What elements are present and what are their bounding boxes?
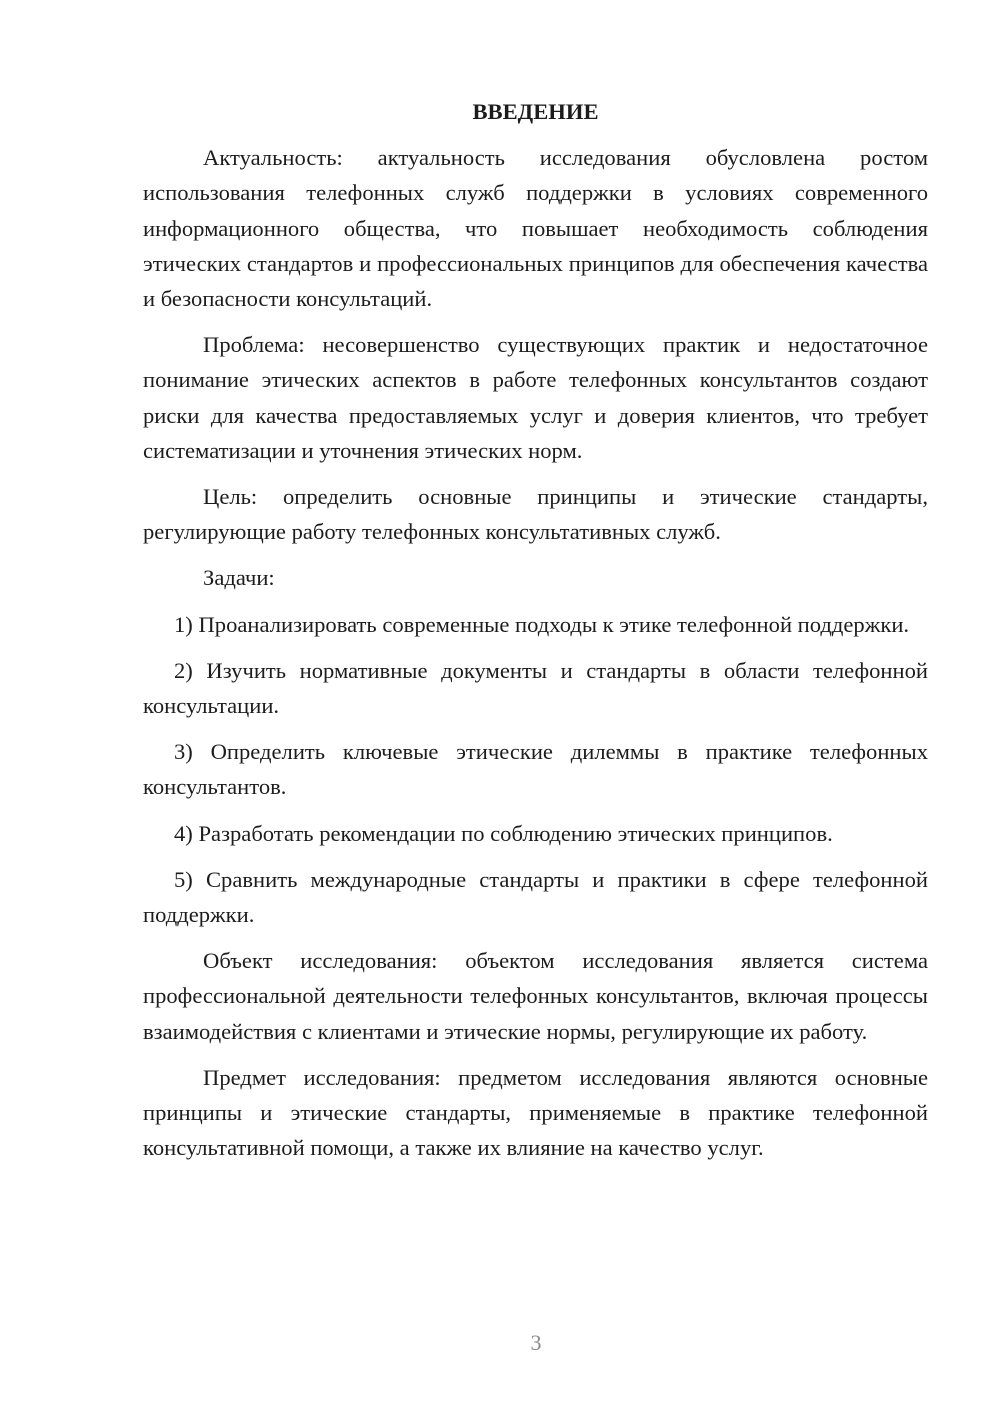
paragraph-goal: Цель: определить основные принципы и этические стандарты, регулирующие работу телефонных консультативных служб. <box>143 484 928 545</box>
document-body <box>143 94 928 1176</box>
task-item-1: 1) Проанализировать современные подходы к этике телефонной поддержки. <box>174 611 910 637</box>
paragraph-relevance: Актуальность: актуальность исследования обусловлена ростом использования телефонных служб поддержки в условиях современного информационного общества, что повышает необходимость соблюдения этических стандартов и профессиональных принципов для обеспечения качества и безопасности консультаций. <box>143 145 928 312</box>
tasks-label: Задачи: <box>203 565 275 591</box>
page-title: ВВЕДЕНИЕ <box>472 99 599 124</box>
task-item-2: 2) Изучить нормативные документы и стандарты в области телефонной консультации. <box>143 657 928 719</box>
task-item-5: 5) Сравнить международные стандарты и практики в сфере телефонной поддержки. <box>143 866 928 928</box>
task-item-4: 4) Разработать рекомендации по соблюдению этических принципов. <box>174 820 833 846</box>
page-number: 3 <box>530 1330 542 1355</box>
paragraph-object: Объект исследования: объектом исследования является система профессиональной деятельности телефонных консультантов, включая процессы взаимодействия с клиентами и этические нормы, регулирующие их работу. <box>143 948 928 1044</box>
paragraph-subject: Предмет исследования: предметом исследования являются основные принципы и этические стандарты, применяемые в практике телефонной консультативной помощи, а также их влияние на качество услуг. <box>143 1064 928 1161</box>
task-item-3: 3) Определить ключевые этические дилеммы в практике телефонных консультантов. <box>143 739 928 800</box>
paragraph-problem: Проблема: несовершенство существующих практик и недостаточное понимание этических аспектов в работе телефонных консультантов создают риски для качества предоставляемых услуг и доверия клиентов, что требует систематизации и уточнения этических норм. <box>143 332 928 463</box>
